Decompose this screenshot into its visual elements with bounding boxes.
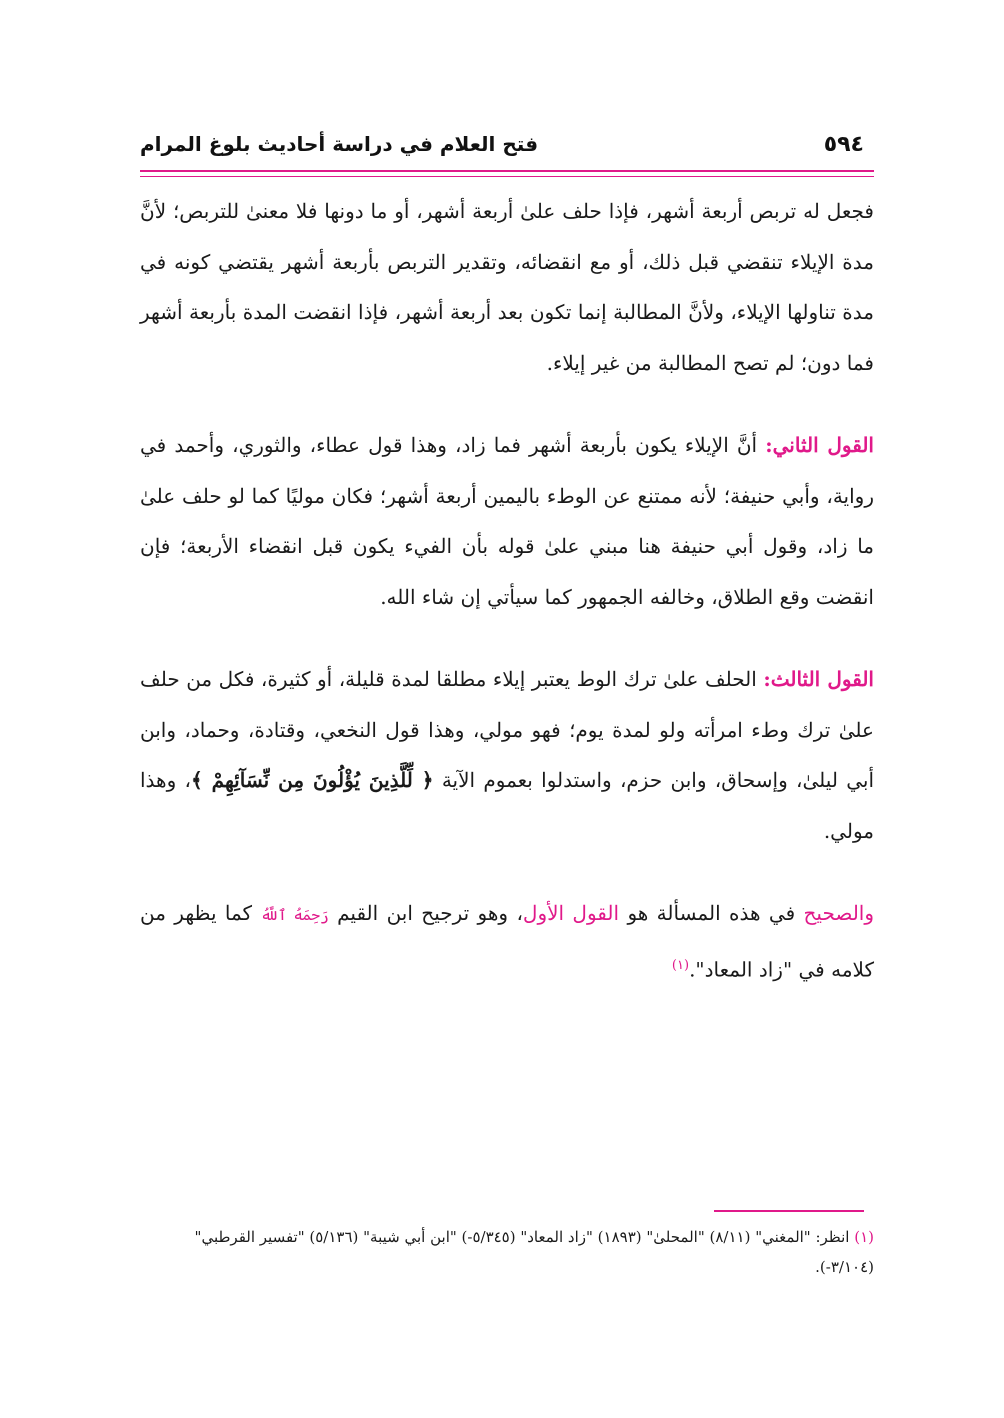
page-number: ٥٩٤	[823, 131, 864, 157]
footnote	[140, 1222, 874, 1282]
honorific: رَحِمَهُ ٱللَّهُ	[260, 906, 329, 924]
paragraph-4	[140, 888, 874, 995]
quran-verse: ﴿ لِّلَّذِينَ يُؤْلُونَ مِن نِّسَآئِهِمْ ﴾	[191, 768, 434, 792]
paragraph-1-text: فجعل له تربص أربعة أشهر، فإذا حلف علىٰ أربعة أشهر، أو ما دونها فلا معنىٰ للتربص؛ لأنَّ مدة الإيلاء تنقضي قبل ذلك، أو مع انقضائه، وتقدير التربص بأربعة أشهر يقتضي كونه في مدة تناولها الإيلاء، ولأنَّ المطالبة إنما تكون بعد أربعة أشهر، فإذا انقضت المدة بأربعة أشهر فما دون؛ لم تصح المطالبة من غير إيلاء.	[140, 199, 874, 375]
paragraph-3-label: القول الثالث:	[763, 667, 874, 691]
body-text	[140, 186, 874, 1027]
paragraph-4-text-a: في هذه المسألة هو	[619, 901, 804, 925]
paragraph-3-end: ، وهذا مولي.	[140, 768, 874, 843]
paragraph-1	[140, 186, 874, 388]
footnote-number: (١)	[854, 1228, 874, 1246]
footnote-text: انظر: "المغني" (٨/١١) "المحلىٰ" (١٨٩٣) "زاد المعاد" (٥/٣٤٥-) "ابن أبي شيبة" (٥/١٣٦) "تفسير القرطبي" (٣/١٠٤-).	[194, 1228, 874, 1276]
paragraph-4-text-b: ، وهو ترجيح ابن القيم	[328, 901, 523, 925]
page-header	[140, 124, 864, 164]
paragraph-2	[140, 420, 874, 622]
paragraph-4-lead: والصحيح	[803, 901, 875, 925]
paragraph-4-highlight: القول الأول	[522, 901, 620, 925]
paragraph-3-text: الحلف علىٰ ترك الوط يعتبر إيلاء مطلقا لمدة قليلة، أو كثيرة، فكل من حلف علىٰ ترك وطء امرأته ولو لمدة يوم؛ فهو مولي، وهذا قول النخعي، وقتادة، وحماد، وابن أبي ليلىٰ، وإسحاق، وابن حزم، واستدلوا بعموم الآية	[140, 667, 875, 792]
paragraph-4-text-c: كما يظهر من كلامه في "زاد المعاد".	[140, 901, 874, 982]
header-rule	[140, 170, 874, 172]
footnote-ref[interactable]: (١)	[671, 957, 690, 973]
paragraph-3	[140, 654, 874, 856]
header-rule-thin	[140, 176, 874, 177]
footnote-rule	[714, 1210, 864, 1212]
paragraph-2-text: أنَّ الإيلاء يكون بأربعة أشهر فما زاد، وهذا قول عطاء، والثوري، وأحمد في رواية، وأبي حنيفة؛ لأنه ممتنع عن الوطء باليمين أربعة أشهر؛ فكان موليًا كما لو حلف علىٰ ما زاد، وقول أبي حنيفة هنا مبني علىٰ قوله بأن الفيء يكون قبل انقضاء الأربعة؛ فإن انقضت وقع الطلاق، وخالفه الجمهور كما سيأتي إن شاء الله.	[140, 433, 874, 609]
running-title: فتح العلام في دراسة أحاديث بلوغ المرام	[140, 132, 539, 156]
paragraph-2-label: القول الثاني:	[765, 433, 874, 457]
